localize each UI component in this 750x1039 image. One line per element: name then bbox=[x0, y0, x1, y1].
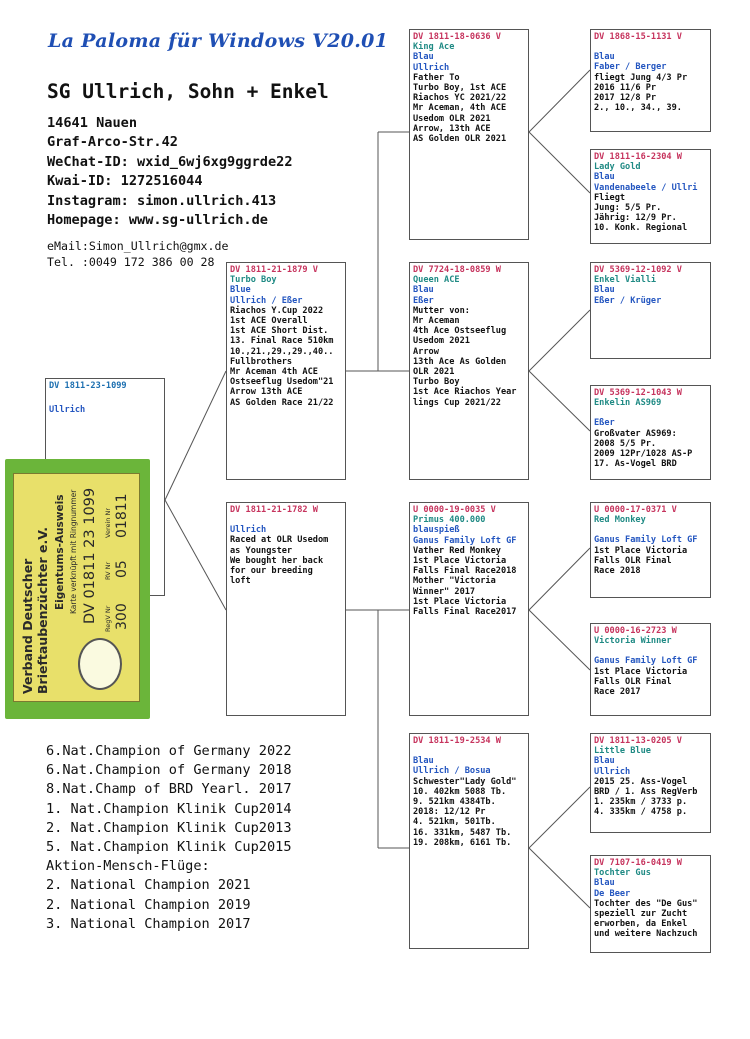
bird-name: Turbo Boy bbox=[230, 275, 277, 286]
breeder: Ganus Family Loft GF bbox=[413, 535, 517, 546]
bird-name: Red Monkey bbox=[594, 515, 646, 526]
ownership-card-content bbox=[18, 478, 136, 698]
achievements-list bbox=[46, 742, 292, 934]
breeder: Ganus Family Loft GF bbox=[594, 656, 698, 667]
achievement-item: 1. Nat.Champion Klinik Cup2014 bbox=[46, 800, 292, 817]
bird-color: Blau bbox=[594, 52, 615, 63]
bird-color: Blau bbox=[594, 878, 615, 889]
pedigree-ssd bbox=[590, 149, 711, 244]
bird-name: King Ace bbox=[413, 42, 455, 53]
bird-color: blauspieß bbox=[413, 525, 460, 536]
ring-number: DV 1868-15-1131 V bbox=[594, 32, 682, 42]
bird-name: Primus 400.000 bbox=[413, 515, 486, 526]
loft-name: SG Ullrich, Sohn + Enkel bbox=[47, 80, 329, 103]
address-line: Graf-Arco-Str.42 bbox=[47, 134, 178, 151]
card-title: Eigentums-Ausweis bbox=[53, 494, 66, 610]
breeder: Ullrich bbox=[413, 62, 450, 73]
ring-number: U 0000-17-0371 V bbox=[594, 505, 677, 515]
description: Vather Red Monkey 1st Place Victoria Falls Final Race2018 Mother "Victoria Winner" 2017 1st Place Victoria Falls Final Race2017 bbox=[413, 545, 517, 618]
wechat-id: WeChat-ID: wxid_6wj6xg9ggrde22 bbox=[47, 153, 293, 170]
card-line1: Verband Deutscher bbox=[19, 558, 35, 694]
address-line: 14641 Nauen bbox=[47, 115, 138, 131]
owner: Ullrich bbox=[49, 405, 86, 416]
app-title: La Paloma für Windows V20.01 bbox=[48, 30, 389, 52]
bird-color: Blau bbox=[413, 285, 434, 296]
card-ring-number: DV 01811 23 1099 bbox=[81, 487, 98, 624]
instagram: Instagram: simon.ullrich.413 bbox=[47, 192, 277, 209]
breeder: Ganus Family Loft GF bbox=[594, 535, 698, 546]
achievement-item: 5. Nat.Champion Klinik Cup2015 bbox=[46, 839, 292, 856]
pedigree-dam-sire bbox=[409, 502, 529, 716]
card-line2: Brieftaubenzüchter e.V. bbox=[34, 526, 50, 694]
email: eMail:Simon_Ullrich@gmx.de bbox=[47, 239, 229, 253]
breeder: Vandenabeele / Ullri bbox=[594, 182, 698, 193]
bird-name: Little Blue bbox=[594, 746, 651, 757]
ownership-card bbox=[5, 459, 150, 719]
bird-color: Blau bbox=[594, 172, 615, 183]
vdbt-logo-icon bbox=[78, 638, 122, 690]
ring-number: DV 1811-21-1879 V bbox=[230, 265, 318, 275]
card-regv: 300 bbox=[113, 602, 130, 630]
bird-color: Blau bbox=[594, 756, 615, 767]
breeder: Eßer bbox=[594, 418, 615, 429]
ownership-card-face bbox=[13, 473, 140, 702]
description: 2015 25. Ass-Vogel BRD / 1. Ass RegVerb 1. 235km / 3733 p. 4. 335km / 4758 p. bbox=[594, 776, 698, 818]
address-block bbox=[47, 114, 293, 230]
achievement-item: 2. National Champion 2019 bbox=[46, 896, 251, 913]
description: Fliegt Jung: 5/5 Pr. Jährig: 12/9 Pr. 10. Konk. Regional bbox=[594, 192, 688, 234]
description: Raced at OLR Usedom as Youngster We bought her back for our breeding loft bbox=[230, 535, 329, 587]
contact-block bbox=[47, 238, 228, 270]
description: 1st Place Victoria Falls OLR Final Race 2018 bbox=[594, 545, 688, 577]
pedigree-sire-dam bbox=[409, 262, 529, 480]
ring-number: DV 5369-12-1043 W bbox=[594, 388, 682, 398]
achievement-item: 2. National Champion 2021 bbox=[46, 877, 251, 894]
pedigree-sss bbox=[590, 29, 711, 132]
achievement-heading: Aktion-Mensch-Flüge: bbox=[46, 858, 210, 875]
ring-number: U 0000-16-2723 W bbox=[594, 626, 677, 636]
bird-color: Blau bbox=[413, 52, 434, 63]
description: Tochter des "De Gus" speziell zur Zucht erworben, da Enkel und weitere Nachzuch bbox=[594, 898, 698, 940]
card-label-rv: RV Nr bbox=[103, 561, 112, 580]
achievement-item: 8.Nat.Champ of BRD Yearl. 2017 bbox=[46, 781, 292, 798]
ring-number: DV 1811-21-1782 W bbox=[230, 505, 318, 515]
card-rv: 05 bbox=[113, 559, 130, 578]
owner: Ullrich bbox=[230, 525, 267, 536]
breeder: Ullrich bbox=[594, 766, 631, 777]
ring-number: DV 5369-12-1092 V bbox=[594, 265, 682, 275]
ring-number: DV 1811-18-0636 V bbox=[413, 32, 501, 42]
bird-color: Blue bbox=[230, 285, 251, 296]
pedigree-sdd bbox=[590, 385, 711, 480]
card-subtitle: Karte verknüpft mit Ringnummer bbox=[68, 489, 78, 614]
card-verein: 01811 bbox=[113, 492, 130, 538]
homepage: Homepage: www.sg-ullrich.de bbox=[47, 212, 268, 229]
breeder: Faber / Berger bbox=[594, 62, 667, 73]
breeder: Ullrich / Eßer bbox=[230, 295, 303, 306]
breeder: De Beer bbox=[594, 888, 631, 899]
ring-number: DV 7724-18-0859 W bbox=[413, 265, 501, 275]
description: 1st Place Victoria Falls OLR Final Race 2017 bbox=[594, 666, 688, 698]
pedigree-dds bbox=[590, 733, 711, 833]
pedigree-dsd bbox=[590, 623, 711, 716]
ring-number: DV 1811-13-0205 V bbox=[594, 736, 682, 746]
breeder: Ullrich / Bosua bbox=[413, 766, 491, 777]
achievement-item: 6.Nat.Champion of Germany 2018 bbox=[46, 762, 292, 779]
card-label-regv: RegV Nr bbox=[103, 605, 112, 632]
bird-name: Queen ACE bbox=[413, 275, 460, 286]
ring-number: DV 1811-16-2304 W bbox=[594, 152, 682, 162]
description: fliegt Jung 4/3 Pr 2016 11/6 Pr 2017 12/8 Pr 2., 10., 34., 39. bbox=[594, 72, 688, 114]
bird-color: Blau bbox=[594, 285, 615, 296]
breeder: Eßer bbox=[413, 295, 434, 306]
pedigree-dam-dam bbox=[409, 733, 529, 949]
ring-number: DV 7107-16-0419 W bbox=[594, 858, 682, 868]
phone: Tel. :0049 172 386 00 28 bbox=[47, 255, 215, 269]
bird-name: Victoria Winner bbox=[594, 636, 672, 647]
pedigree-dam bbox=[226, 502, 346, 716]
pedigree-ddd bbox=[590, 855, 711, 953]
bird-name: Enkelin AS969 bbox=[594, 398, 662, 409]
breeder: Eßer / Krüger bbox=[594, 295, 662, 306]
card-label-verein: Verein Nr bbox=[103, 507, 112, 538]
bird-color: Blau bbox=[413, 756, 434, 767]
pedigree-sds bbox=[590, 262, 711, 359]
pedigree-dss bbox=[590, 502, 711, 598]
description: Großvater AS969: 2008 5/5 Pr. 2009 12Pr/1028 AS-P 17. As-Vogel BRD bbox=[594, 428, 693, 470]
achievement-item: 6.Nat.Champion of Germany 2022 bbox=[46, 743, 292, 759]
bird-name: Enkel Vialli bbox=[594, 275, 657, 286]
description: Riachos Y.Cup 2022 1st ACE Overall 1st ACE Short Dist. 13. Final Race 510km 10.,21.,29.,29.,40.. Fullbrothers Mr Aceman 4th ACE Ostseeflug Usedom"21 Arrow 13th ACE AS Golden Race 21/22 bbox=[230, 305, 334, 408]
bird-name: Tochter Gus bbox=[594, 868, 651, 879]
bird-name: Lady Gold bbox=[594, 162, 641, 173]
pedigree-sire-sire bbox=[409, 29, 529, 240]
description: Schwester"Lady Gold" 10. 402km 5088 Tb. 9. 521km 4384Tb. 2018: 12/12 Pr 4. 521km, 501Tb. 16. 331km, 5487 Tb. 19. 208km, 6161 Tb. bbox=[413, 776, 517, 848]
kwai-id: Kwai-ID: 1272516044 bbox=[47, 173, 203, 190]
ring-number: DV 1811-23-1099 bbox=[49, 381, 127, 391]
ring-number: U 0000-19-0035 V bbox=[413, 505, 496, 515]
achievement-item: 3. National Champion 2017 bbox=[46, 915, 251, 932]
achievement-item: 2. Nat.Champion Klinik Cup2013 bbox=[46, 819, 292, 836]
pedigree-sire bbox=[226, 262, 346, 480]
description: Father To Turbo Boy, 1st ACE Riachos YC 2021/22 Mr Aceman, 4th ACE Usedom OLR 2021 Arrow, 13th ACE AS Golden OLR 2021 bbox=[413, 72, 507, 145]
description: Mutter von: Mr Aceman 4th Ace Ostseeflug Usedom 2021 Arrow 13th Ace As Golden OLR 2021 Turbo Boy 1st Ace Riachos Year lings Cup 2021/22 bbox=[413, 305, 517, 408]
ring-number: DV 1811-19-2534 W bbox=[413, 736, 501, 746]
